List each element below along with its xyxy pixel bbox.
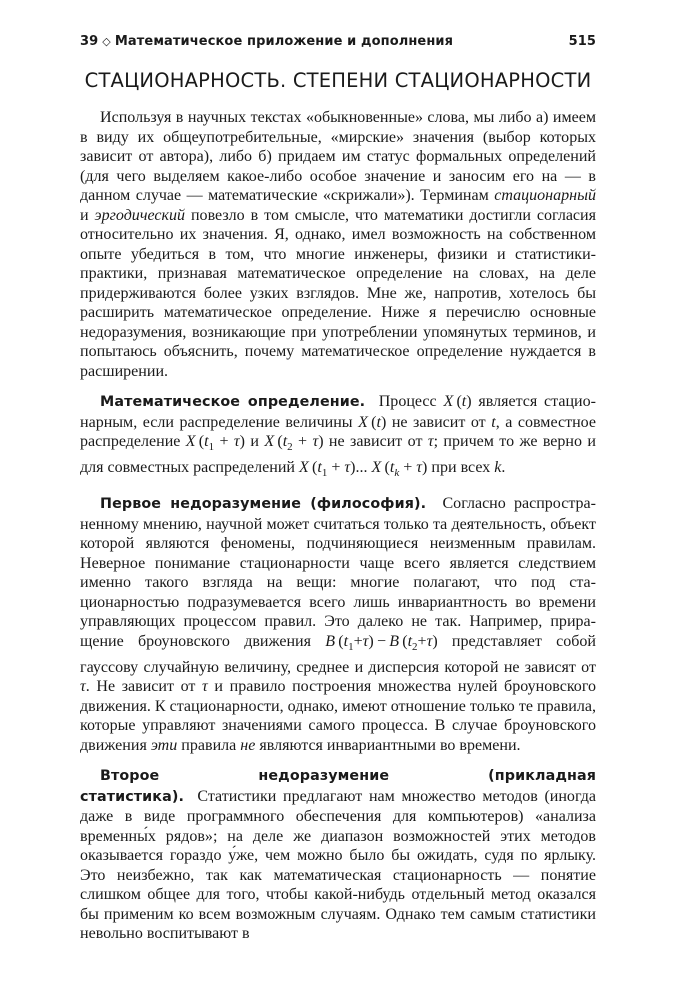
math-def-text: Процесс xyxy=(378,393,444,410)
misconception-2-text: Статистики предлагают нам множество методов (иногда даже в виде программного обеспечения для компьютеров) «анализа временны́х рядов»; на деле же диапазон возможностей этих методов оказывается гораздо у́же, чем можно было бы ожидать, судя по ярлыку. Это неизбежно, так как математическая стационарность — понятие слишком общее для того, чтобы какой-нибудь отдельный метод оказался бы применим ко всем возможным случаям. Однако тем самым статистики невольно воспитывают в xyxy=(80,787,596,943)
math-definition-heading: Математическое определение. xyxy=(100,394,366,410)
misconception-1-text: являются инвариантными во времени. xyxy=(255,736,521,754)
chapter-title: Математическое приложение и дополнения xyxy=(114,34,454,49)
math-def-text: не зависит от xyxy=(323,433,428,450)
misconception-1-text: Согласно распространенному мнению, научной может считаться только та деятельность, объект которой являются феномены, подчиняющиеся неизменным правилам. Неверное понимание стационарности чаще всего является следствием именно такого взгляда на вещи: многие полагают, что под стационарностью подразумевается всего лишь инвариантность во времени управляющих процессом правил. Это далеко не так. Например, приращение броуновского движения xyxy=(80,495,596,650)
misconception-1-text: и правило построения множества нулей броуновского движения. К стационарности, однако, имеют отношение только те правила, которые управляют значениями самого процесса. В случае броуновского движения xyxy=(80,678,597,754)
math-def-text: при всех xyxy=(427,458,495,476)
formula-x-t: X (t) xyxy=(358,413,387,431)
intro-paragraph xyxy=(80,108,596,381)
chapter-number: 39 xyxy=(80,34,99,49)
math-def-text: не зависит от xyxy=(386,413,492,431)
formula-tau: τ xyxy=(80,678,86,696)
page-number: 515 xyxy=(568,34,596,49)
misconception-1-text: представляет собой гауссову случайную величину, среднее и дисперсия которой не зависят от xyxy=(80,632,596,676)
diamond-icon: ◇ xyxy=(102,35,111,48)
intro-text-2: повезло в том смысле, что математики достигли согласия относительно их значения. Я, однако, имел возможность на собственном опыте убедиться в том, что многие инженеры, физики и статистики-практики, признавая математическое определение на словах, на деле придерживаются более узких взглядов. Мне же, напротив, хотелось бы расширить математическое определение. Ниже я перечислю основные недоразумения, возникающие при употреблении упомянутых терминов, и попытаюсь объяснить, почему математическое определение нуждается в расширении. xyxy=(80,206,596,380)
math-def-text: ; причем то же верно и для совместных распределений xyxy=(80,433,596,476)
formula-tau: τ xyxy=(202,678,208,696)
emphasis-eti: эти xyxy=(150,736,178,754)
math-definition-paragraph xyxy=(80,392,596,483)
math-def-text: является стационарным, если распределение величины xyxy=(80,393,596,431)
formula-t: t xyxy=(491,413,496,431)
math-def-text: , а совместное распределение xyxy=(80,413,596,450)
term-ergodic: эргодический xyxy=(94,206,186,224)
misconception-1-heading: Первое недоразумение (философия). xyxy=(100,496,427,513)
formula-x-t2-tau: X $(t_2 + \tau)$ xyxy=(264,433,324,454)
emphasis-ne: не xyxy=(240,736,256,754)
running-head-left xyxy=(80,34,453,49)
misconception-1-paragraph xyxy=(80,494,596,755)
intro-and: и xyxy=(80,206,95,224)
misconception-1-text: правила xyxy=(177,736,241,754)
misconception-2-heading: Второе недоразумение (прикладная статистика). xyxy=(80,768,596,805)
math-def-text: и xyxy=(245,433,265,450)
formula-tau: τ xyxy=(427,433,434,450)
formula-x-t: X (t) xyxy=(443,393,472,410)
math-def-text: . xyxy=(501,458,506,476)
formula-brownian-increment: B $(t_1+\tau) - B$ $(t_2+\tau)$ xyxy=(325,632,438,654)
misconception-1-text: . Не зависит от xyxy=(85,678,203,696)
running-head xyxy=(80,34,596,49)
section-title: СТАЦИОНАРНОСТЬ. СТЕПЕНИ СТАЦИОНАРНОСТИ xyxy=(84,69,592,92)
formula-joint-k: X $(t_1 + \tau)$... X $(t_k + \tau)$ xyxy=(299,458,428,479)
formula-k: k xyxy=(494,458,502,476)
term-stationary: стационарный xyxy=(494,187,596,204)
formula-x-t1-tau: X $(t_1 + \tau)$ xyxy=(185,433,245,454)
intro-text-1: Используя в научных текстах «обыкновенные» слова, мы либо а) имеем в виду их общеупотребительные, «мирские» значения (выбор которых зависит от автора), либо б) придаем им статус формальных определений (для чего выделяем какое-либо особое значение и заносим его на — в данном случае — математические «скрижали»). Терминам xyxy=(80,109,596,204)
misconception-2-paragraph xyxy=(80,766,596,944)
